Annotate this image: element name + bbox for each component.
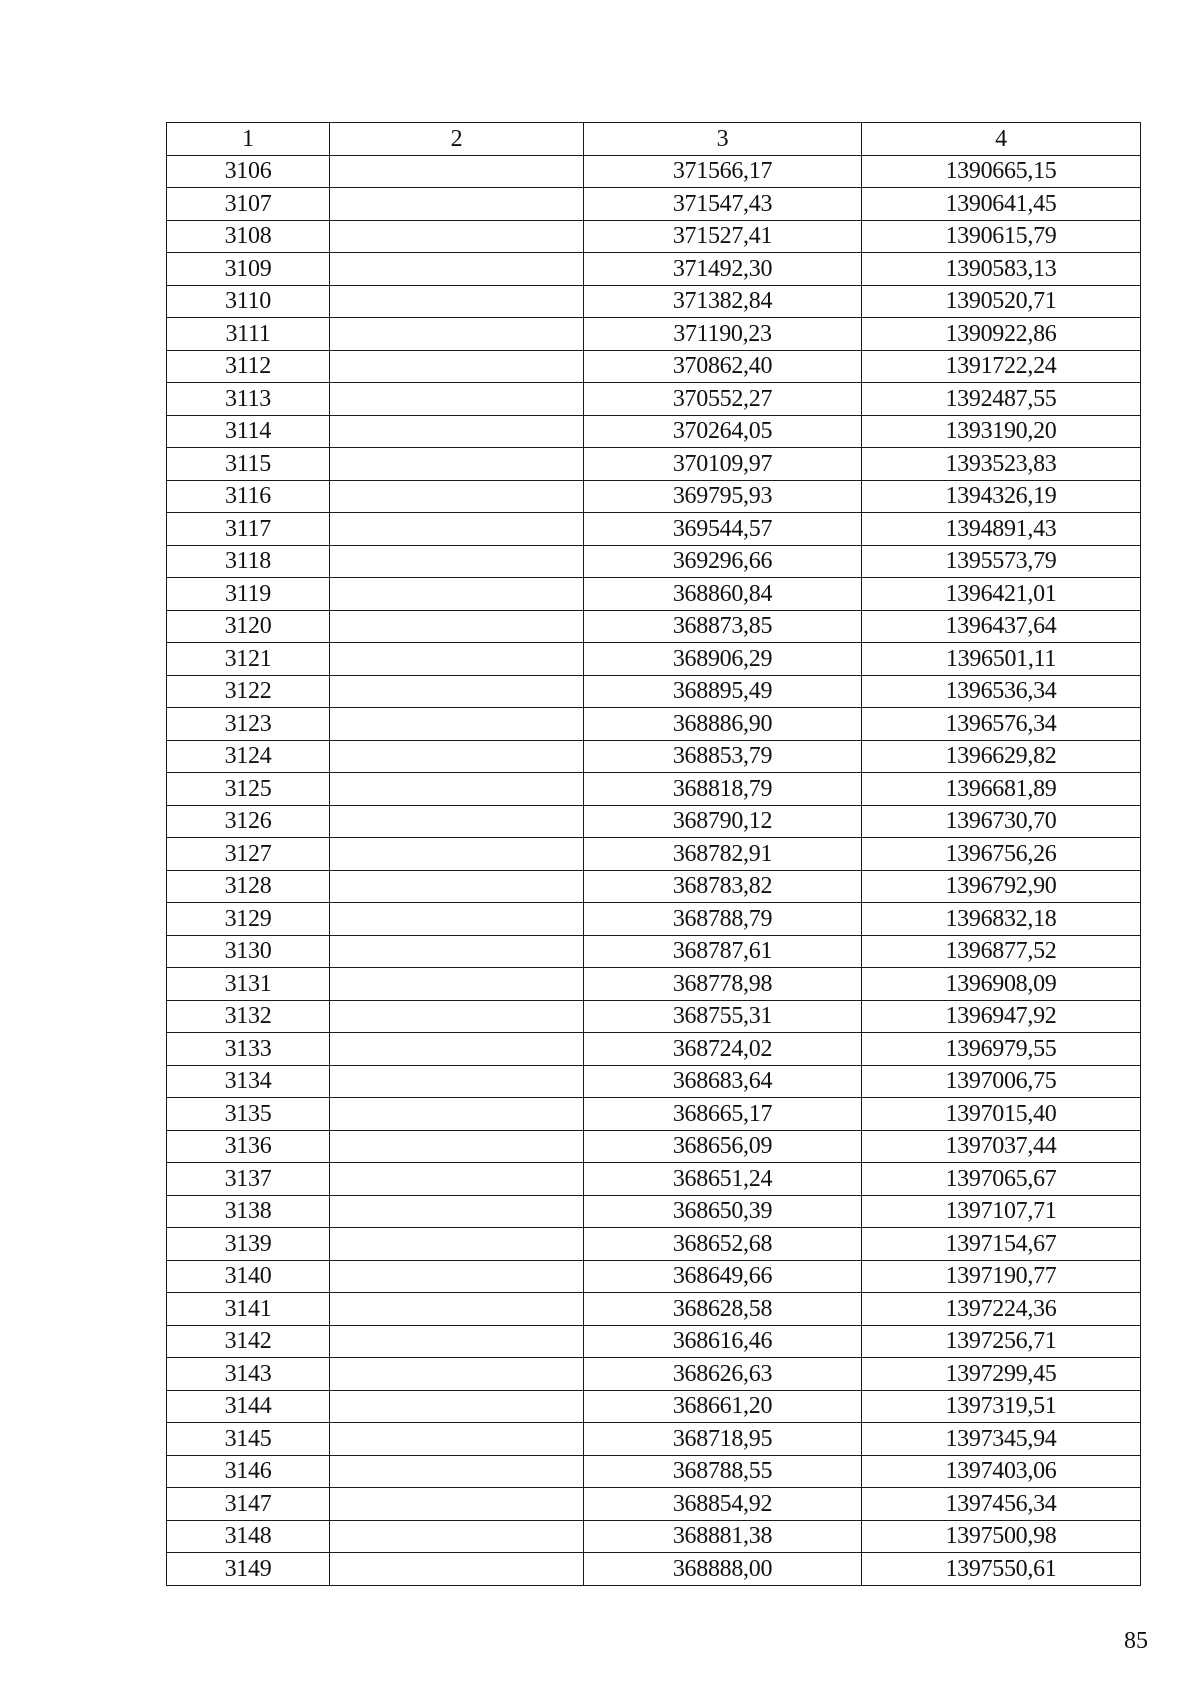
table-row [167,155,1141,188]
description-cell [330,1033,584,1066]
table-row [167,188,1141,221]
point-number-cell: 3137 [167,1163,330,1196]
point-number-cell: 3145 [167,1423,330,1456]
point-number-cell: 3134 [167,1065,330,1098]
y-coordinate-cell: 1397037,44 [862,1130,1141,1163]
point-number-cell: 3111 [167,318,330,351]
point-number-cell: 3128 [167,870,330,903]
table-row [167,838,1141,871]
description-cell [330,1228,584,1261]
x-coordinate-cell: 368616,46 [584,1325,862,1358]
description-cell [330,188,584,221]
description-cell [330,838,584,871]
point-number-cell: 3116 [167,480,330,513]
x-coordinate-cell: 368650,39 [584,1195,862,1228]
table-row [167,1228,1141,1261]
point-number-cell: 3146 [167,1455,330,1488]
description-cell [330,1000,584,1033]
description-cell [330,545,584,578]
description-cell [330,1130,584,1163]
point-number-cell: 3114 [167,415,330,448]
x-coordinate-cell: 368628,58 [584,1293,862,1326]
point-number-cell: 3127 [167,838,330,871]
x-coordinate-cell: 371547,43 [584,188,862,221]
point-number-cell: 3131 [167,968,330,1001]
x-coordinate-cell: 368895,49 [584,675,862,708]
table-row [167,480,1141,513]
point-number-cell: 3143 [167,1358,330,1391]
x-coordinate-cell: 371190,23 [584,318,862,351]
x-coordinate-cell: 368787,61 [584,935,862,968]
x-coordinate-cell: 368665,17 [584,1098,862,1131]
description-cell [330,1293,584,1326]
y-coordinate-cell: 1396756,26 [862,838,1141,871]
table-row [167,448,1141,481]
table-row [167,1358,1141,1391]
x-coordinate-cell: 368853,79 [584,740,862,773]
point-number-cell: 3147 [167,1488,330,1521]
column-header: 3 [584,123,862,156]
y-coordinate-cell: 1390641,45 [862,188,1141,221]
x-coordinate-cell: 368652,68 [584,1228,862,1261]
table-row [167,870,1141,903]
point-number-cell: 3110 [167,285,330,318]
header-row [167,123,1141,156]
column-header: 2 [330,123,584,156]
y-coordinate-cell: 1397500,98 [862,1520,1141,1553]
x-coordinate-cell: 368683,64 [584,1065,862,1098]
y-coordinate-cell: 1397065,67 [862,1163,1141,1196]
description-cell [330,1553,584,1586]
point-number-cell: 3117 [167,513,330,546]
x-coordinate-cell: 370109,97 [584,448,862,481]
x-coordinate-cell: 369296,66 [584,545,862,578]
y-coordinate-cell: 1396730,70 [862,805,1141,838]
y-coordinate-cell: 1396536,34 [862,675,1141,708]
description-cell [330,318,584,351]
y-coordinate-cell: 1396437,64 [862,610,1141,643]
point-number-cell: 3135 [167,1098,330,1131]
description-cell [330,1163,584,1196]
x-coordinate-cell: 369795,93 [584,480,862,513]
y-coordinate-cell: 1397190,77 [862,1260,1141,1293]
table-row [167,968,1141,1001]
x-coordinate-cell: 368888,00 [584,1553,862,1586]
y-coordinate-cell: 1394326,19 [862,480,1141,513]
point-number-cell: 3115 [167,448,330,481]
y-coordinate-cell: 1397299,45 [862,1358,1141,1391]
point-number-cell: 3140 [167,1260,330,1293]
y-coordinate-cell: 1394891,43 [862,513,1141,546]
point-number-cell: 3144 [167,1390,330,1423]
description-cell [330,480,584,513]
point-number-cell: 3130 [167,935,330,968]
y-coordinate-cell: 1393523,83 [862,448,1141,481]
column-header: 1 [167,123,330,156]
description-cell [330,1325,584,1358]
y-coordinate-cell: 1390520,71 [862,285,1141,318]
y-coordinate-cell: 1390922,86 [862,318,1141,351]
y-coordinate-cell: 1396832,18 [862,903,1141,936]
table-row [167,1325,1141,1358]
y-coordinate-cell: 1396908,09 [862,968,1141,1001]
description-cell [330,1520,584,1553]
x-coordinate-cell: 371382,84 [584,285,862,318]
table-row [167,935,1141,968]
description-cell [330,350,584,383]
y-coordinate-cell: 1396501,11 [862,643,1141,676]
description-cell [330,1455,584,1488]
point-number-cell: 3148 [167,1520,330,1553]
table-row [167,1423,1141,1456]
y-coordinate-cell: 1390665,15 [862,155,1141,188]
table-row [167,1098,1141,1131]
table-row [167,773,1141,806]
x-coordinate-cell: 370862,40 [584,350,862,383]
x-coordinate-cell: 368854,92 [584,1488,862,1521]
y-coordinate-cell: 1393190,20 [862,415,1141,448]
table-row [167,1520,1141,1553]
table-row [167,1130,1141,1163]
table-row [167,1553,1141,1586]
x-coordinate-cell: 370264,05 [584,415,862,448]
y-coordinate-cell: 1396947,92 [862,1000,1141,1033]
x-coordinate-cell: 368873,85 [584,610,862,643]
y-coordinate-cell: 1397224,36 [862,1293,1141,1326]
table-row [167,675,1141,708]
point-number-cell: 3138 [167,1195,330,1228]
x-coordinate-cell: 371527,41 [584,220,862,253]
y-coordinate-cell: 1397006,75 [862,1065,1141,1098]
x-coordinate-cell: 368783,82 [584,870,862,903]
description-cell [330,675,584,708]
point-number-cell: 3109 [167,253,330,286]
point-number-cell: 3112 [167,350,330,383]
y-coordinate-cell: 1392487,55 [862,383,1141,416]
column-header: 4 [862,123,1141,156]
x-coordinate-cell: 368651,24 [584,1163,862,1196]
table-row [167,1163,1141,1196]
x-coordinate-cell: 368626,63 [584,1358,862,1391]
x-coordinate-cell: 368661,20 [584,1390,862,1423]
point-number-cell: 3120 [167,610,330,643]
point-number-cell: 3122 [167,675,330,708]
table-row [167,1390,1141,1423]
x-coordinate-cell: 368782,91 [584,838,862,871]
point-number-cell: 3133 [167,1033,330,1066]
table-row [167,1000,1141,1033]
table-row [167,545,1141,578]
table-row [167,1488,1141,1521]
x-coordinate-cell: 368906,29 [584,643,862,676]
x-coordinate-cell: 368788,79 [584,903,862,936]
description-cell [330,513,584,546]
y-coordinate-cell: 1391722,24 [862,350,1141,383]
point-number-cell: 3119 [167,578,330,611]
x-coordinate-cell: 368818,79 [584,773,862,806]
table-row [167,318,1141,351]
y-coordinate-cell: 1397345,94 [862,1423,1141,1456]
table-header [167,123,1141,156]
point-number-cell: 3108 [167,220,330,253]
table-row [167,1293,1141,1326]
description-cell [330,285,584,318]
y-coordinate-cell: 1397015,40 [862,1098,1141,1131]
y-coordinate-cell: 1396877,52 [862,935,1141,968]
x-coordinate-cell: 368886,90 [584,708,862,741]
description-cell [330,1358,584,1391]
table-row [167,1195,1141,1228]
table-row [167,740,1141,773]
point-number-cell: 3126 [167,805,330,838]
point-number-cell: 3123 [167,708,330,741]
y-coordinate-cell: 1397107,71 [862,1195,1141,1228]
x-coordinate-cell: 368755,31 [584,1000,862,1033]
description-cell [330,805,584,838]
point-number-cell: 3142 [167,1325,330,1358]
description-cell [330,415,584,448]
point-number-cell: 3125 [167,773,330,806]
table-row [167,350,1141,383]
description-cell [330,383,584,416]
y-coordinate-cell: 1397456,34 [862,1488,1141,1521]
table-row [167,1260,1141,1293]
table-row [167,1065,1141,1098]
description-cell [330,220,584,253]
x-coordinate-cell: 368790,12 [584,805,862,838]
description-cell [330,740,584,773]
point-number-cell: 3136 [167,1130,330,1163]
table-row [167,1033,1141,1066]
point-number-cell: 3118 [167,545,330,578]
y-coordinate-cell: 1395573,79 [862,545,1141,578]
description-cell [330,1195,584,1228]
description-cell [330,773,584,806]
y-coordinate-cell: 1390615,79 [862,220,1141,253]
x-coordinate-cell: 371492,30 [584,253,862,286]
description-cell [330,708,584,741]
description-cell [330,155,584,188]
description-cell [330,1098,584,1131]
description-cell [330,448,584,481]
point-number-cell: 3107 [167,188,330,221]
y-coordinate-cell: 1397319,51 [862,1390,1141,1423]
x-coordinate-cell: 368656,09 [584,1130,862,1163]
y-coordinate-cell: 1397154,67 [862,1228,1141,1261]
y-coordinate-cell: 1397550,61 [862,1553,1141,1586]
description-cell [330,870,584,903]
x-coordinate-cell: 368724,02 [584,1033,862,1066]
description-cell [330,1065,584,1098]
x-coordinate-cell: 368778,98 [584,968,862,1001]
y-coordinate-cell: 1397256,71 [862,1325,1141,1358]
y-coordinate-cell: 1396979,55 [862,1033,1141,1066]
table-body [167,155,1141,1585]
y-coordinate-cell: 1396421,01 [862,578,1141,611]
y-coordinate-cell: 1397403,06 [862,1455,1141,1488]
description-cell [330,253,584,286]
table-row [167,708,1141,741]
point-number-cell: 3121 [167,643,330,676]
table-row [167,1455,1141,1488]
table-row [167,610,1141,643]
x-coordinate-cell: 368649,66 [584,1260,862,1293]
table-row [167,643,1141,676]
description-cell [330,610,584,643]
table-row [167,805,1141,838]
point-number-cell: 3141 [167,1293,330,1326]
table-row [167,903,1141,936]
y-coordinate-cell: 1390583,13 [862,253,1141,286]
point-number-cell: 3139 [167,1228,330,1261]
x-coordinate-cell: 368718,95 [584,1423,862,1456]
point-number-cell: 3113 [167,383,330,416]
table-row [167,253,1141,286]
description-cell [330,643,584,676]
description-cell [330,578,584,611]
y-coordinate-cell: 1396681,89 [862,773,1141,806]
x-coordinate-cell: 368860,84 [584,578,862,611]
description-cell [330,1260,584,1293]
table-row [167,285,1141,318]
point-number-cell: 3124 [167,740,330,773]
description-cell [330,968,584,1001]
x-coordinate-cell: 368788,55 [584,1455,862,1488]
description-cell [330,903,584,936]
table-row [167,578,1141,611]
table-row [167,415,1141,448]
table-row [167,383,1141,416]
description-cell [330,1423,584,1456]
page-number: 85 [1124,1628,1148,1654]
x-coordinate-cell: 370552,27 [584,383,862,416]
x-coordinate-cell: 369544,57 [584,513,862,546]
y-coordinate-cell: 1396576,34 [862,708,1141,741]
description-cell [330,935,584,968]
description-cell [330,1390,584,1423]
table-row [167,513,1141,546]
y-coordinate-cell: 1396629,82 [862,740,1141,773]
table-row [167,220,1141,253]
point-number-cell: 3106 [167,155,330,188]
x-coordinate-cell: 371566,17 [584,155,862,188]
point-number-cell: 3132 [167,1000,330,1033]
point-number-cell: 3129 [167,903,330,936]
y-coordinate-cell: 1396792,90 [862,870,1141,903]
description-cell [330,1488,584,1521]
point-number-cell: 3149 [167,1553,330,1586]
coordinates-table [166,122,1141,1586]
x-coordinate-cell: 368881,38 [584,1520,862,1553]
